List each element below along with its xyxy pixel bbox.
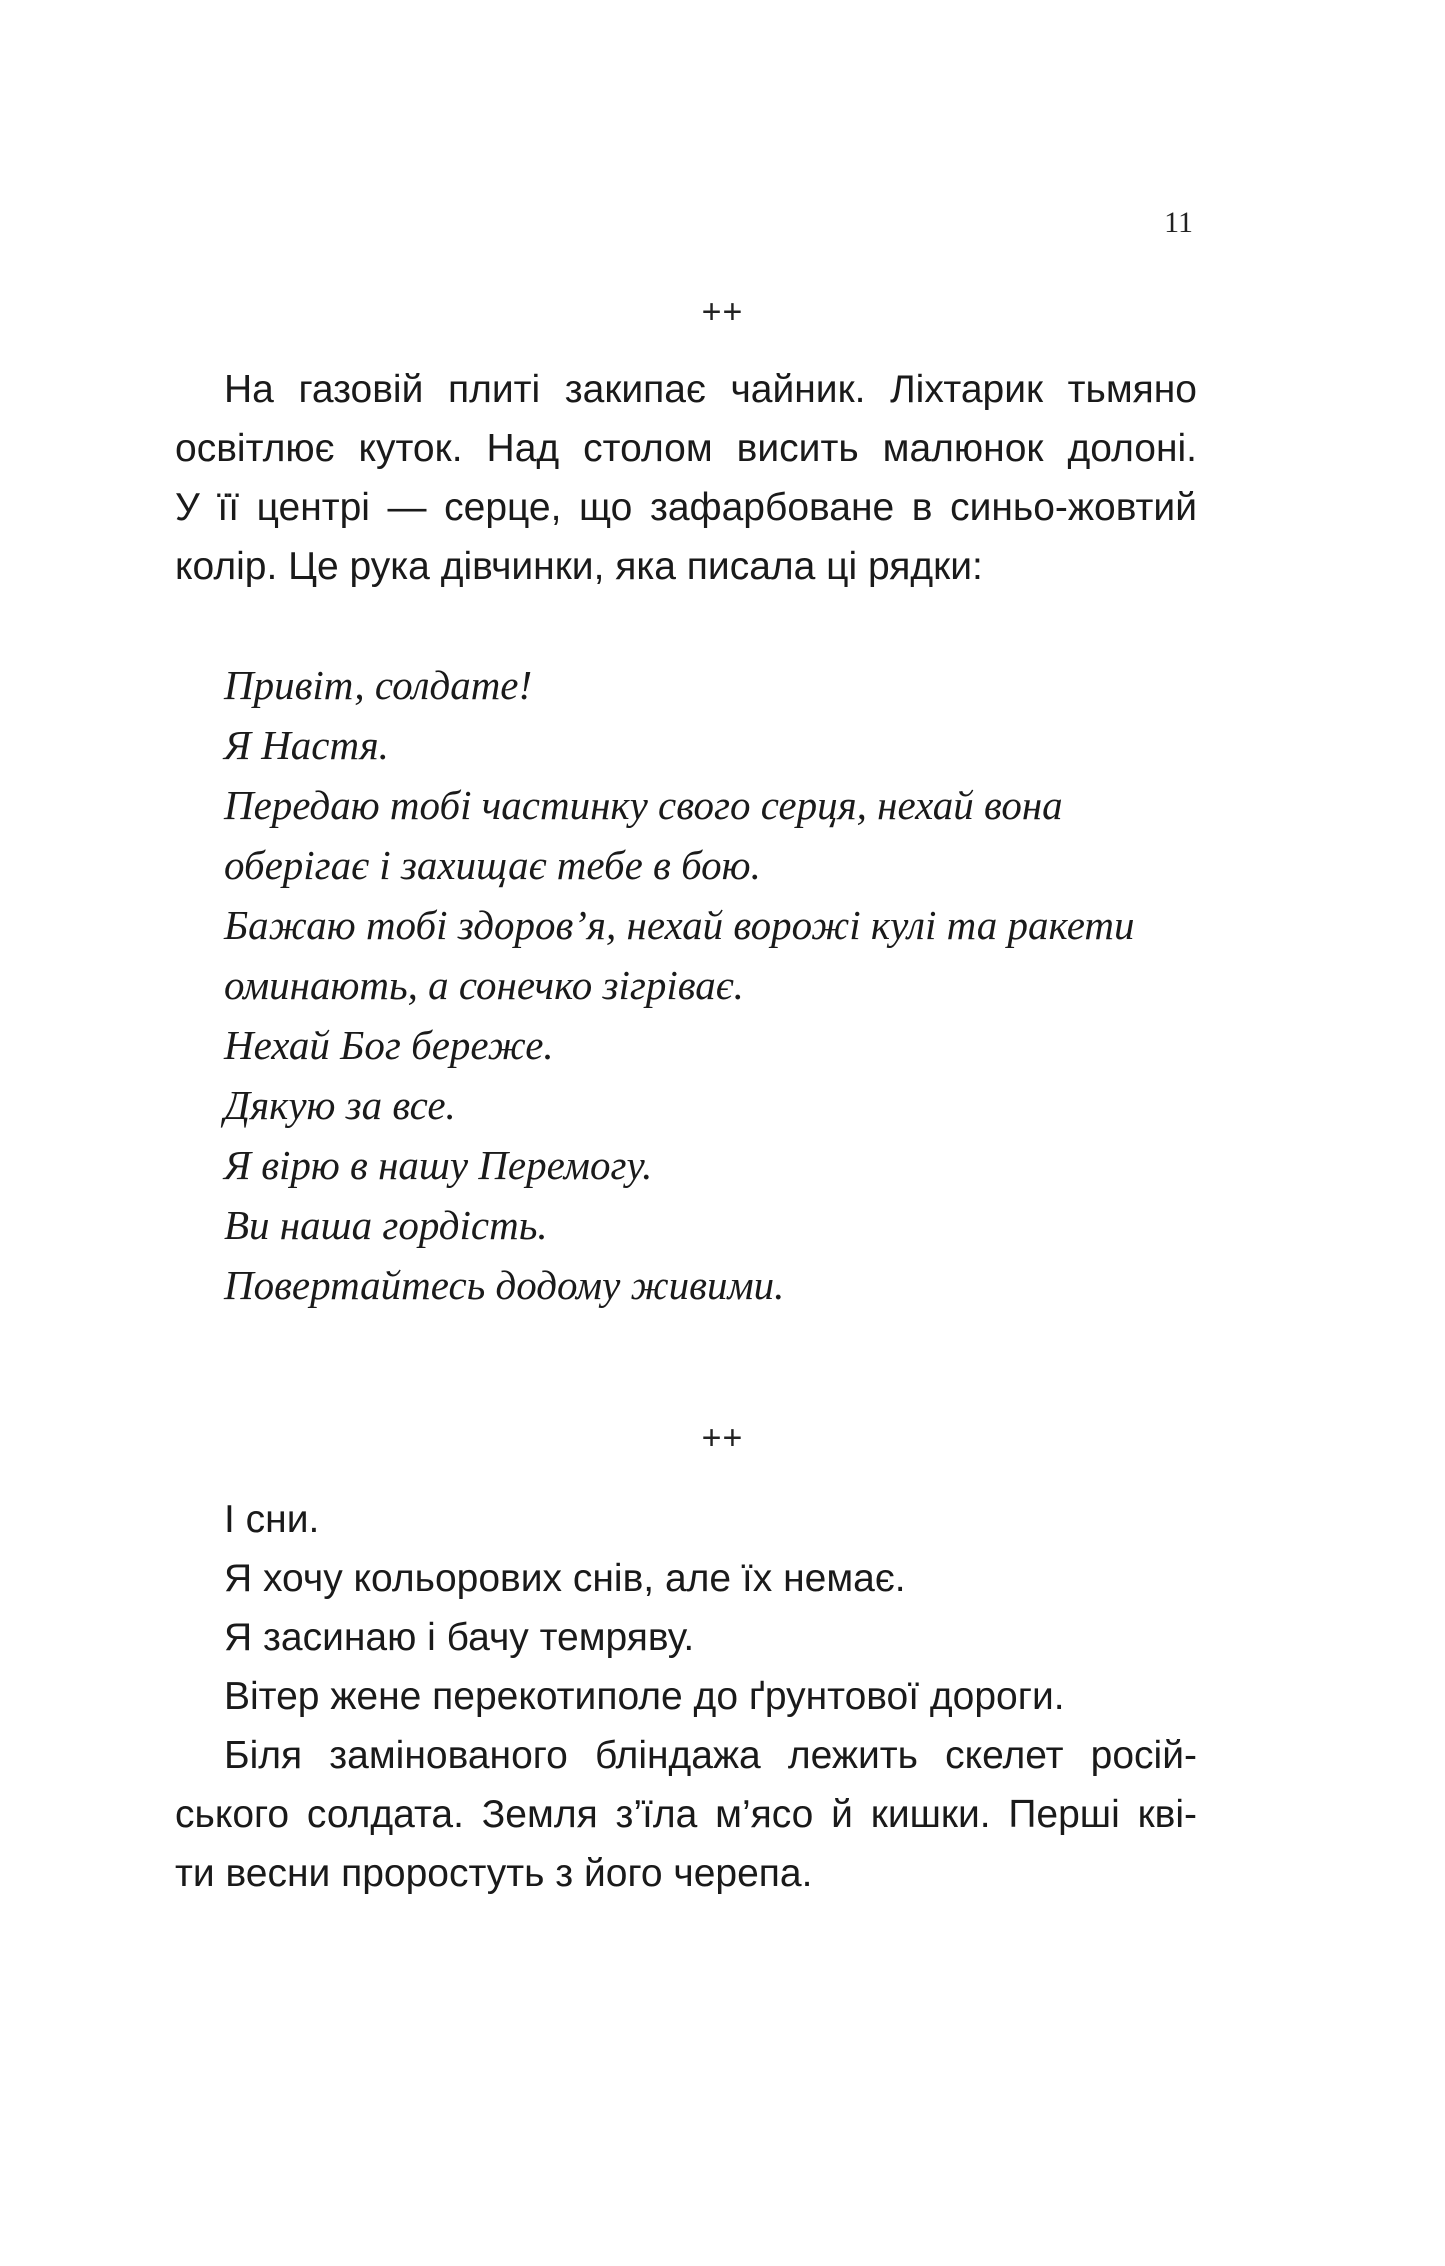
- paragraph-line: На газовій плиті закипає чайник. Ліхтарик тьмяно: [224, 368, 1197, 411]
- letter-quote: [224, 655, 1204, 1315]
- closing-section: [175, 1490, 1197, 1903]
- page-number: 11: [1164, 206, 1193, 239]
- letter-line: Бажаю тобі здоров’я, нехай ворожі кулі та ракети: [224, 902, 1135, 948]
- paragraph-line: Біля замінованого бліндажа лежить скелет росій-: [224, 1734, 1197, 1777]
- section-separator: ++: [701, 1419, 744, 1457]
- section-separator: ++: [701, 293, 744, 331]
- text-line: Я хочу кольорових снів, але їх немає.: [224, 1557, 906, 1600]
- opening-paragraph: [175, 360, 1197, 596]
- paragraph-line: ського солдата. Земля з’їла м’ясо й кишки. Перші кві-: [175, 1793, 1197, 1836]
- text-line: І сни.: [224, 1498, 320, 1541]
- letter-line: Передаю тобі частинку свого серця, нехай вона: [224, 782, 1063, 828]
- paragraph-line: У її центрі — серце, що зафарбоване в синьо-жовтий: [175, 486, 1197, 529]
- letter-line: Повертайтесь додому живими.: [224, 1262, 785, 1308]
- letter-line: оберігає і захищає тебе в бою.: [224, 842, 761, 888]
- paragraph-line: освітлює куток. Над столом висить малюнок долоні.: [175, 427, 1197, 470]
- letter-line: Ви наша гордість.: [224, 1202, 548, 1248]
- letter-line: оминають, а сонечко зігріває.: [224, 962, 744, 1008]
- letter-line: Я вірю в нашу Перемогу.: [224, 1142, 653, 1188]
- letter-line: Привіт, солдате!: [224, 662, 533, 708]
- letter-line: Дякую за все.: [224, 1082, 456, 1128]
- text-line: Я засинаю і бачу темряву.: [224, 1616, 695, 1659]
- text-line: Вітер жене перекотиполе до ґрунтової дороги.: [224, 1675, 1065, 1718]
- letter-line: Я Настя.: [224, 722, 389, 768]
- letter-line: Нехай Бог береже.: [224, 1022, 554, 1068]
- paragraph-line: колір. Це рука дівчинки, яка писала ці рядки:: [175, 545, 983, 588]
- paragraph-line: ти весни проростуть з його черепа.: [175, 1852, 813, 1895]
